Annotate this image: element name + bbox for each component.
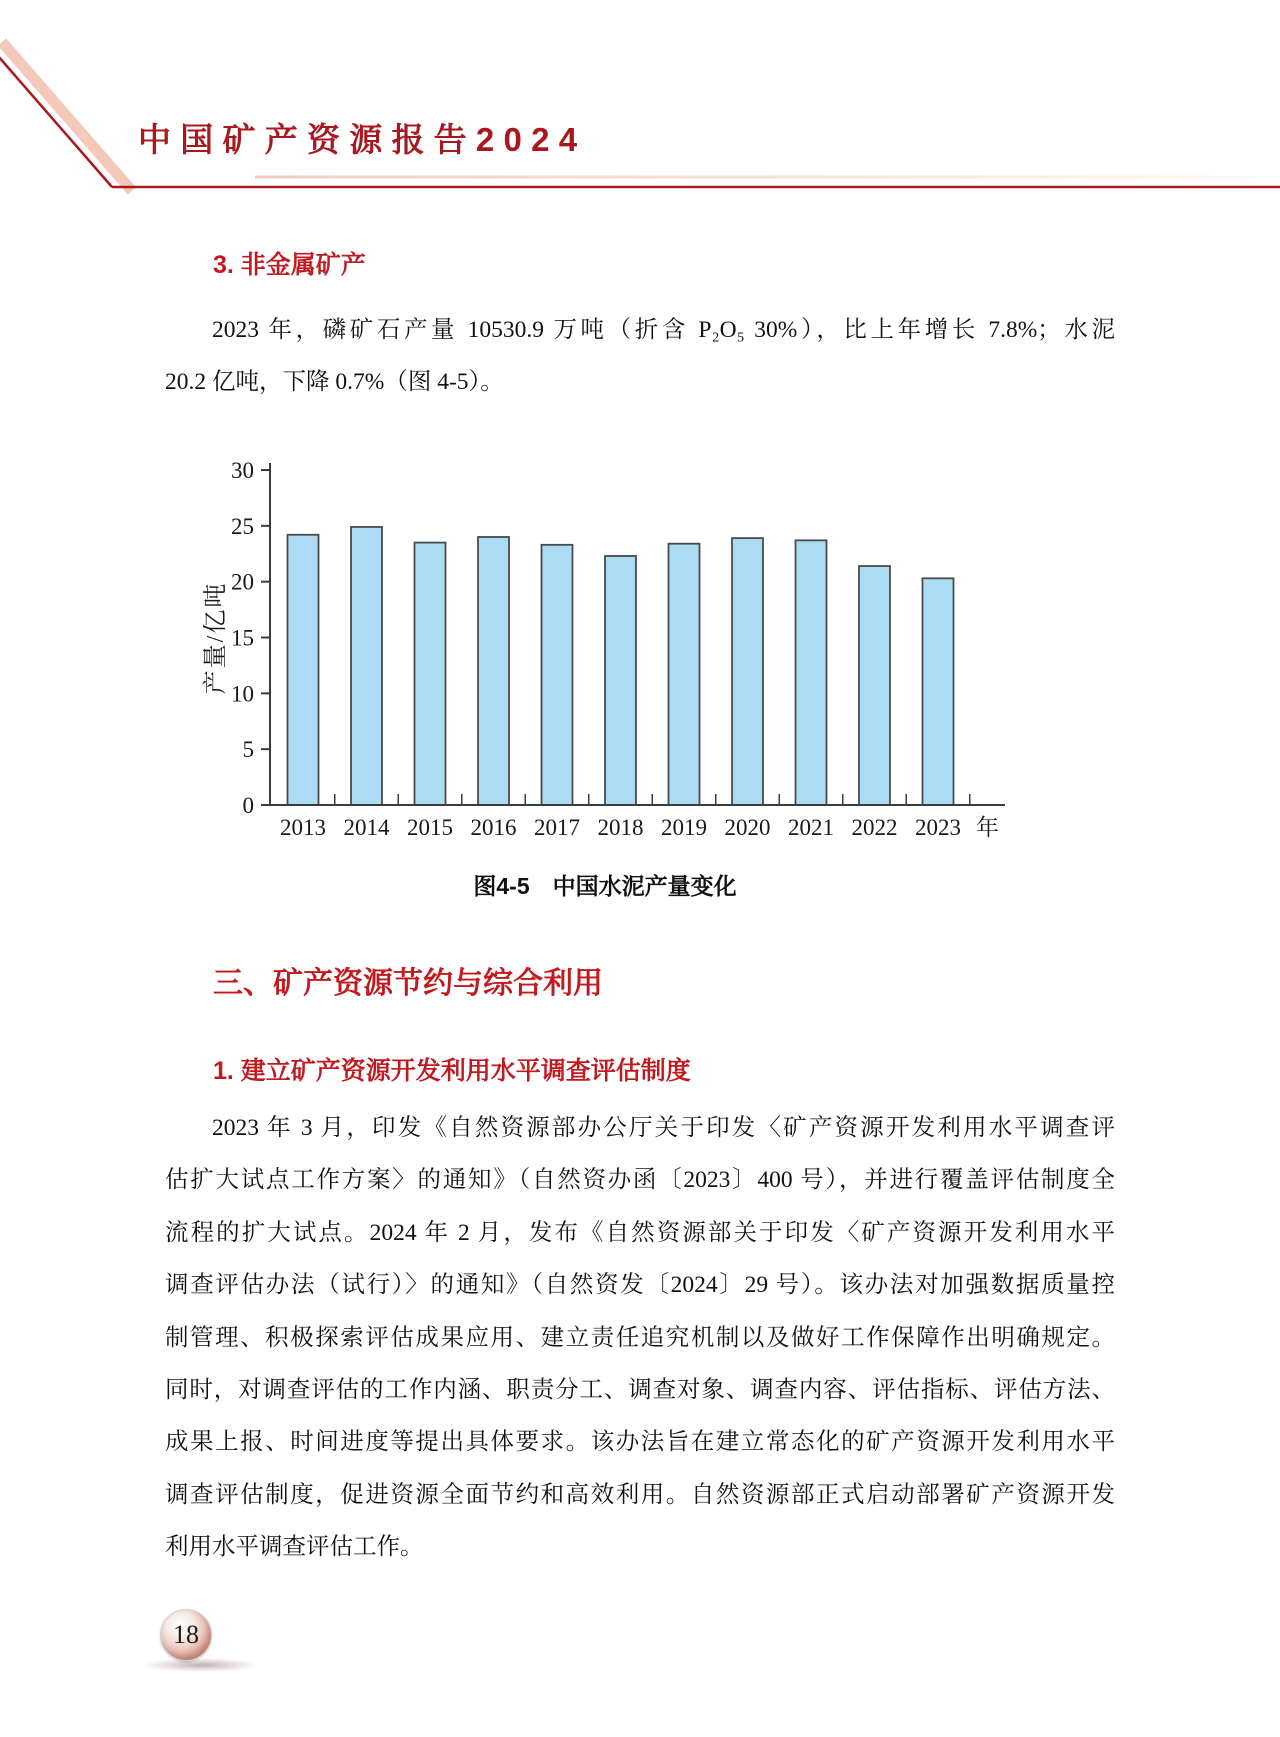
page-ball-shadow [143, 1658, 259, 1672]
x-tick-label: 2015 [407, 815, 453, 840]
bar-2017 [542, 545, 573, 805]
paragraph-line: 20.2 亿吨，下降 0.7%（图 4-5）。 [165, 369, 504, 396]
bar-2022 [859, 566, 890, 805]
paragraph-nonmetal [165, 304, 1115, 409]
figure-4-5 [165, 430, 1115, 900]
x-tick-label: 2018 [597, 815, 644, 840]
y-tick-label: 5 [242, 737, 254, 763]
x-tick-label: 2021 [788, 815, 834, 840]
document-title: 中国矿产资源报告2024 [138, 121, 587, 158]
x-tick-label: 2014 [343, 815, 390, 840]
cement-production-chart [165, 430, 1115, 900]
paragraph-line: 估扩大试点工作方案〉的通知》（自然资办函〔2023〕400 号），并进行覆盖评估制度全 [165, 1167, 1115, 1194]
header-red-diagonal [0, 56, 112, 187]
page-number-ball [160, 1609, 212, 1661]
x-tick-label: 2019 [661, 815, 707, 840]
paragraph-line: 2023 年，磷矿石产量 10530.9 万吨（折含 P₂O₅ 30%），比上年增长 7.8%；水泥 [212, 317, 1115, 343]
paragraph-line: 制管理、积极探索评估成果应用、建立责任追究机制以及做好工作保障作出明确规定。 [165, 1324, 1115, 1351]
x-tick-label: 2023 [915, 815, 961, 840]
y-tick-label: 10 [231, 681, 254, 707]
paragraph-line: 同时，对调查评估的工作内涵、职责分工、调查对象、调查内容、评估指标、评估方法、 [165, 1376, 1115, 1403]
paragraph-line: 流程的扩大试点。2024 年 2 月，发布《自然资源部关于印发〈矿产资源开发利用水平 [165, 1219, 1115, 1246]
heading-survey-evaluation-system: 1. 建立矿产资源开发利用水平调查评估制度 [213, 1057, 691, 1085]
heading-conservation-utilization: 三、矿产资源节约与综合利用 [213, 967, 603, 1000]
paragraph-line: 2023 年 3 月，印发《自然资源部办公厅关于印发〈矿产资源开发利用水平调查评 [212, 1115, 1115, 1141]
bar-2021 [796, 540, 827, 805]
bar-2013 [288, 535, 319, 805]
x-tick-label: 2016 [470, 815, 517, 840]
bar-2023 [923, 578, 954, 805]
paragraph-survey [165, 1102, 1115, 1574]
page-number: 18 [173, 1620, 199, 1649]
paragraph-line: 调查评估办法（试行）〉的通知》（自然资发〔2024〕29 号）。该办法对加强数据质量控 [165, 1272, 1115, 1299]
x-tick-label: 2017 [534, 815, 580, 840]
y-tick-label: 0 [242, 793, 254, 818]
bar-2016 [478, 537, 509, 805]
y-tick-label: 20 [231, 569, 254, 595]
x-tick-label: 2022 [851, 815, 898, 840]
x-tick-label: 2020 [724, 815, 771, 840]
bar-2019 [669, 544, 700, 805]
y-axis-label: 产量/亿吨 [203, 581, 229, 695]
paragraph-line: 利用水平调查评估工作。 [165, 1534, 424, 1561]
bar-2015 [415, 543, 446, 805]
y-tick-label: 15 [231, 625, 254, 651]
bar-2018 [605, 556, 636, 805]
header-pink-diagonal [2, 42, 132, 191]
heading-nonmetal-minerals: 3. 非金属矿产 [213, 251, 366, 279]
paragraph-line: 成果上报、时间进度等提出具体要求。该办法旨在建立常态化的矿产资源开发利用水平 [165, 1429, 1115, 1456]
bar-2014 [351, 527, 382, 805]
x-tick-label: 2013 [280, 815, 326, 840]
y-tick-label: 30 [231, 458, 254, 483]
figure-caption: 图4-5 中国水泥产量变化 [473, 873, 737, 899]
header-decoration [0, 0, 1280, 210]
paragraph-line: 调查评估制度，促进资源全面节约和高效利用。自然资源部正式启动部署矿产资源开发 [165, 1481, 1115, 1508]
bar-2020 [732, 538, 763, 805]
x-axis-unit-label: 年 [976, 815, 999, 840]
y-tick-label: 25 [231, 513, 254, 539]
